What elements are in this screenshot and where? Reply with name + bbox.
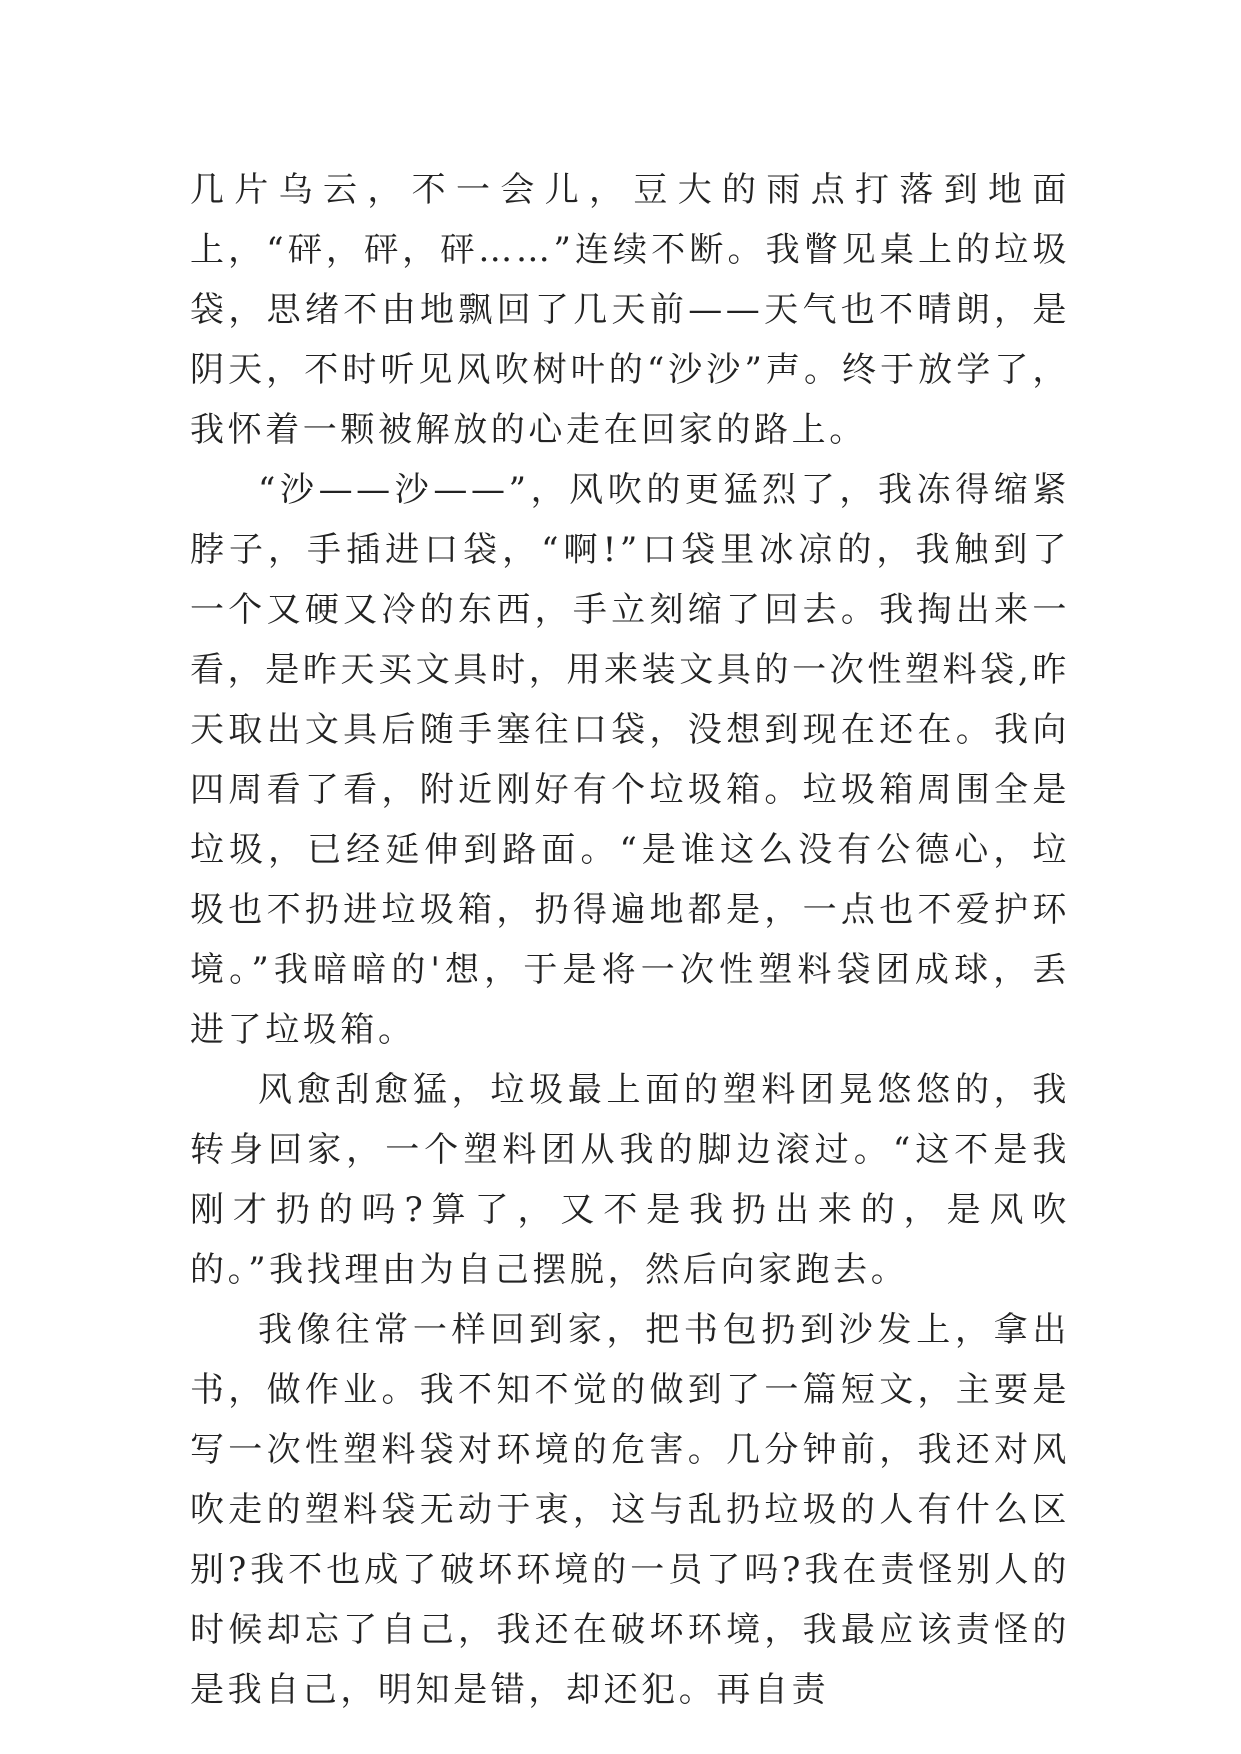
document-body	[190, 160, 1070, 1720]
paragraph-4: 我像往常一样回到家，把书包扔到沙发上，拿出书，做作业。我不知不觉的做到了一篇短文，主要是写一次性塑料袋对环境的危害。几分钟前，我还对风吹走的塑料袋无动于衷，这与乱扔垃圾的人有什么区别?我不也成了破坏环境的一员了吗?我在责怪别人的时候却忘了自己，我还在破坏环境，我最应该责怪的是我自己，明知是错，却还犯。再自责	[190, 1310, 1070, 1710]
paragraph-1: 几片乌云，不一会儿，豆大的雨点打落到地面上，“砰，砰，砰……”连续不断。我瞥见桌上的垃圾袋，思绪不由地飘回了几天前——天气也不晴朗，是阴天，不时听见风吹树叶的“沙沙”声。终于放学了，我怀着一颗被解放的心走在回家的路上。	[190, 170, 1070, 450]
paragraph-3: 风愈刮愈猛，垃圾最上面的塑料团晃悠悠的，我转身回家，一个塑料团从我的脚边滚过。“这不是我刚才扔的吗?算了，又不是我扔出来的，是风吹的。”我找理由为自己摆脱，然后向家跑去。	[190, 1070, 1070, 1290]
paragraph-2: “沙——沙——”，风吹的更猛烈了，我冻得缩紧脖子，手插进口袋，“啊!”口袋里冰凉的，我触到了一个又硬又冷的东西，手立刻缩了回去。我掏出来一看，是昨天买文具时，用来装文具的一次性塑料袋,昨天取出文具后随手塞往口袋，没想到现在还在。我向四周看了看，附近刚好有个垃圾箱。垃圾箱周围全是垃圾，已经延伸到路面。“是谁这么没有公德心，垃圾也不扔进垃圾箱，扔得遍地都是，一点也不爱护环境。”我暗暗的'想，于是将一次性塑料袋团成球，丢进了垃圾箱。	[190, 470, 1070, 1050]
